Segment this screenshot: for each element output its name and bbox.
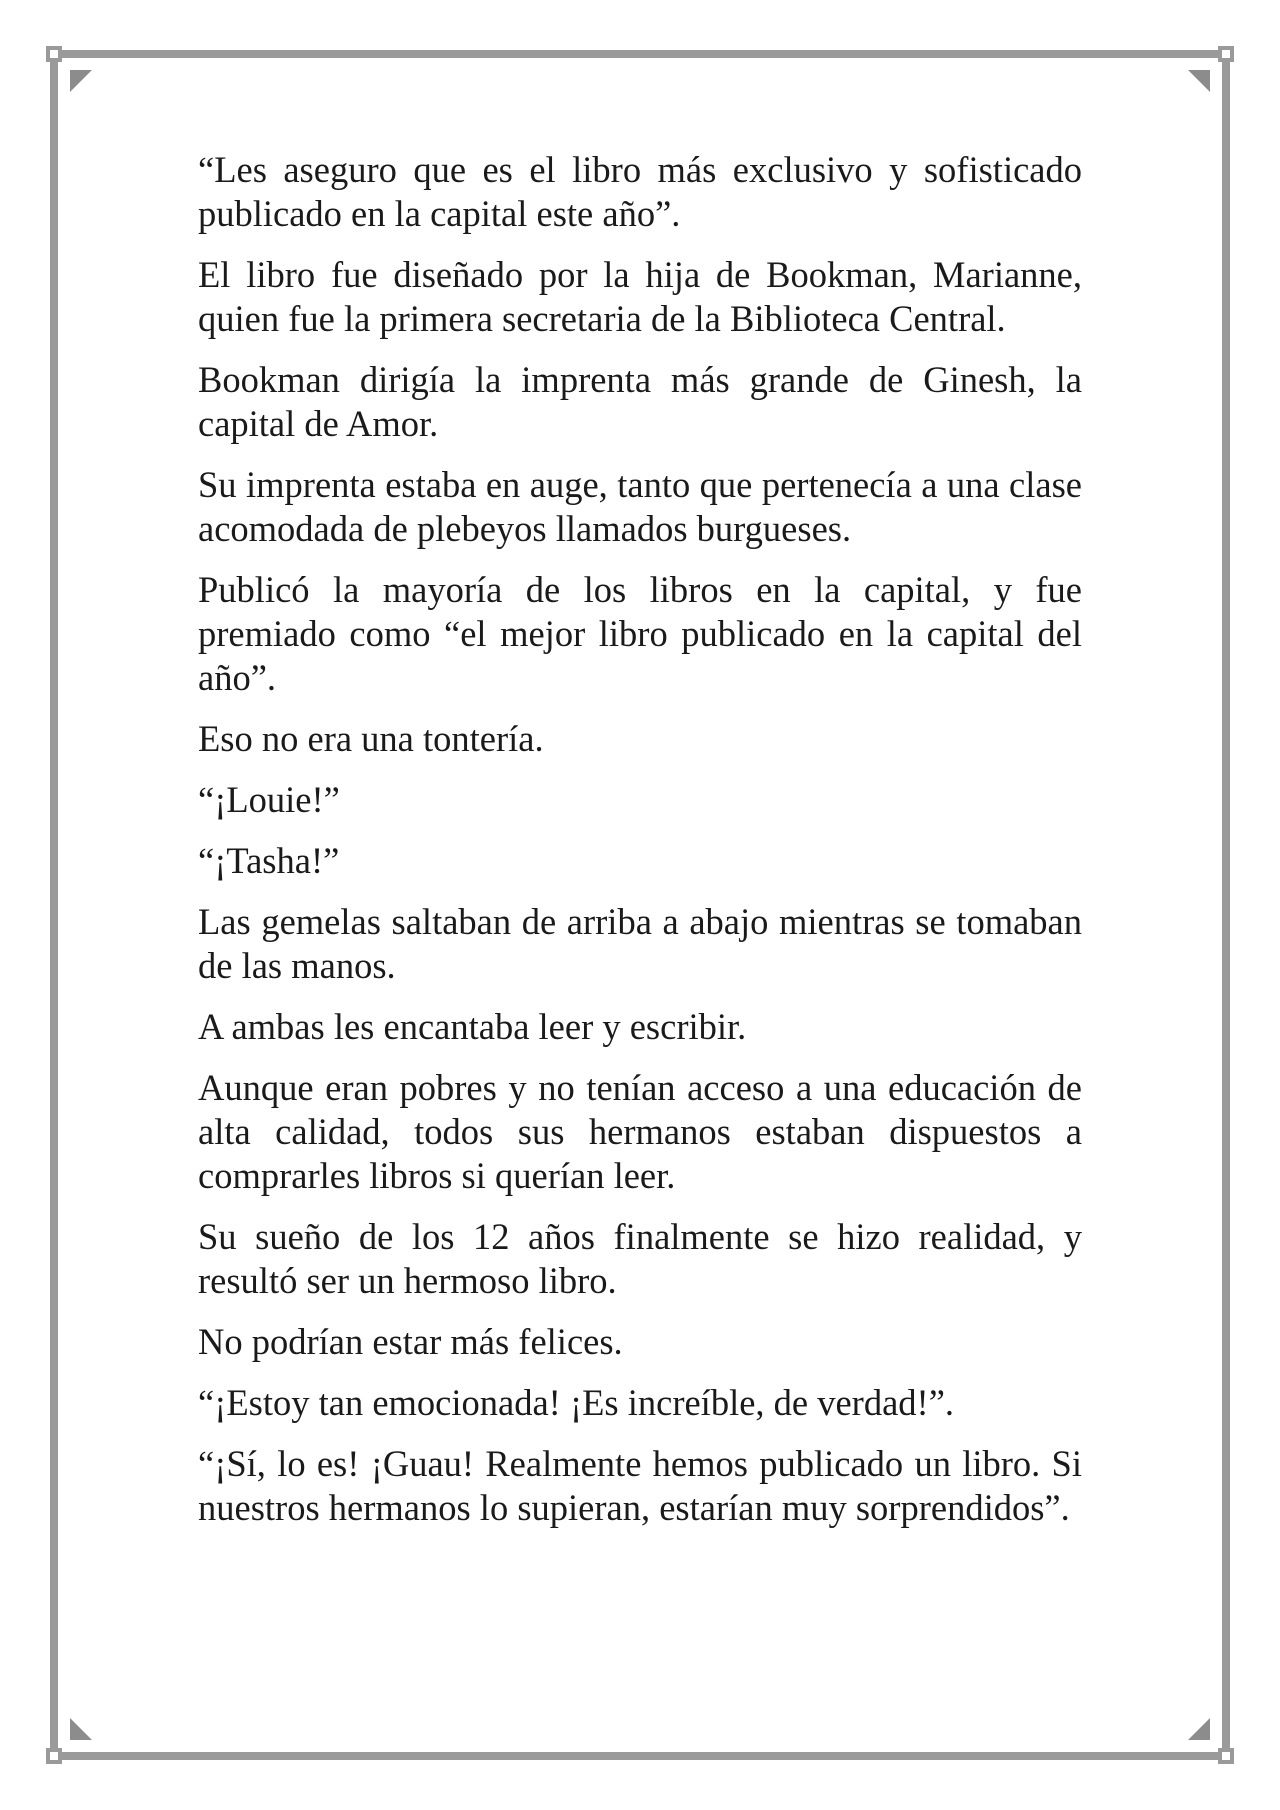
triangle-top-left [70,70,92,92]
paragraph: Publicó la mayoría de los libros en la capital, y fue premiado como “el mejor libro publicado en la capital del año”. [198,569,1082,698]
triangle-bottom-right [1188,1718,1210,1740]
paragraph: Aunque eran pobres y no tenían acceso a una educación de alta calidad, todos sus hermanos estaban dispuestos a comprarles libros si querían leer. [198,1067,1082,1196]
paragraph: Bookman dirigía la imprenta más grande de Ginesh, la capital de Amor. [198,359,1082,444]
triangle-bottom-left [70,1718,92,1740]
paragraph: Las gemelas saltaban de arriba a abajo mientras se tomaban de las manos. [198,901,1082,986]
paragraph: El libro fue diseñado por la hija de Bookman, Marianne, quien fue la primera secretaria de la Biblioteca Central. [198,254,1082,339]
paragraph: Su sueño de los 12 años finalmente se hizo realidad, y resultó ser un hermoso libro. [198,1216,1082,1301]
border-right [1222,62,1230,1748]
paragraph: Su imprenta estaba en auge, tanto que pertenecía a una clase acomodada de plebeyos llamados burgueses. [198,464,1082,549]
body-text [198,148,1082,1547]
triangle-top-right [1188,70,1210,92]
paragraph: “¡Sí, lo es! ¡Guau! Realmente hemos publicado un libro. Si nuestros hermanos lo supieran, estarían muy sorprendidos”. [198,1443,1082,1528]
border-left [50,62,58,1748]
paragraph: “¡Tasha!” [198,840,340,881]
paragraph: “¡Louie!” [198,779,340,820]
paragraph: Eso no era una tontería. [198,718,544,759]
paragraph: “¡Estoy tan emocionada! ¡Es increíble, de verdad!”. [198,1382,955,1423]
border-bottom [62,1752,1220,1760]
paragraph: “Les aseguro que es el libro más exclusivo y sofisticado publicado en la capital este año”. [198,149,1082,234]
border-top [62,50,1220,58]
paragraph: No podrían estar más felices. [198,1321,623,1362]
paragraph: A ambas les encantaba leer y escribir. [198,1006,747,1047]
